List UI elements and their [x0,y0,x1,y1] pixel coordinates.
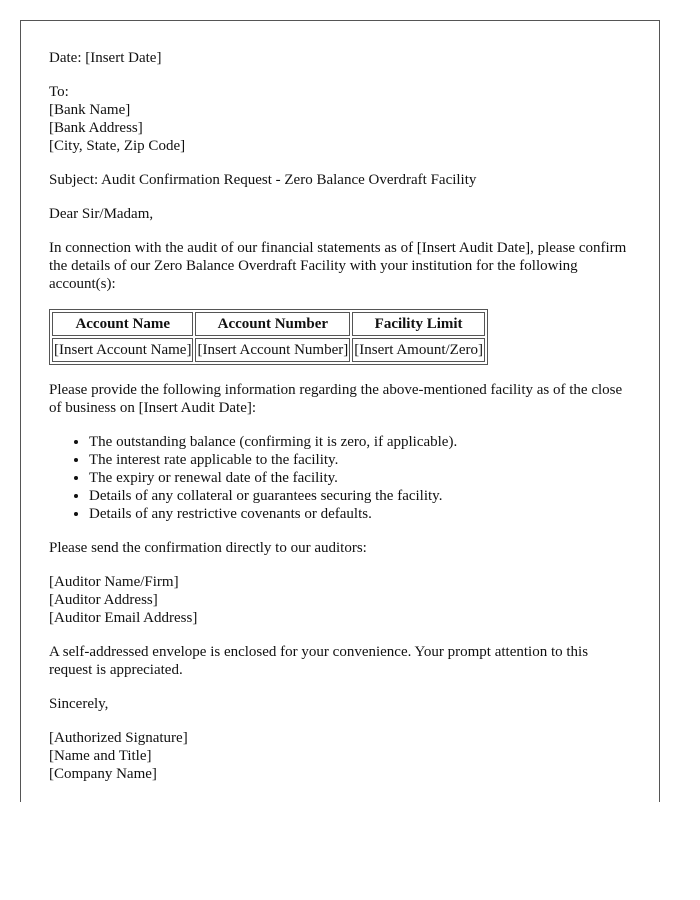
auditor-email: [Auditor Email Address] [49,610,198,626]
name-and-title: [Name and Title] [49,748,152,764]
bank-city-state-zip: [City, State, Zip Code] [49,138,186,154]
header-facility-limit: Facility Limit [352,312,485,336]
list-item: • The expiry or renewal date of the facility. [89,469,631,487]
header-account-name: Account Name [52,312,193,336]
cell-account-name: [Insert Account Name] [52,338,193,362]
request-paragraph: Please provide the following information regarding the above-mentioned facility as of the close of business on [Insert Audit Date]: [49,382,623,416]
auditor-address: [Auditor Address] [49,592,158,608]
date-line: Date: [Insert Date] [49,50,162,66]
table-row [52,338,485,362]
auditor-name: [Auditor Name/Firm] [49,574,179,590]
recipient-block [49,83,631,155]
letter-page [20,20,660,802]
envelope-note: A self-addressed envelope is enclosed for your convenience. Your prompt attention to this request is appreciated. [49,644,589,678]
salutation: Dear Sir/Madam, [49,206,154,222]
table-header-row [52,312,485,336]
intro-paragraph: In connection with the audit of our financial statements as of [Insert Audit Date], please confirm the details of our Zero Balance Overdraft Facility with your institution for the following account(s): [49,240,627,292]
closing: Sincerely, [49,696,109,712]
subject-line: Subject: Audit Confirmation Request - Zero Balance Overdraft Facility [49,172,477,188]
company-name: [Company Name] [49,766,157,782]
cell-facility-limit: [Insert Amount/Zero] [352,338,485,362]
list-item: • Details of any collateral or guarantees securing the facility. [89,487,631,505]
auditor-block [49,573,631,627]
send-instruction: Please send the confirmation directly to our auditors: [49,540,367,556]
header-account-number: Account Number [195,312,350,336]
bank-address: [Bank Address] [49,120,143,136]
list-item: • The interest rate applicable to the facility. [89,451,631,469]
signature-block [49,729,631,783]
to-label: To: [49,84,69,100]
cell-account-number: [Insert Account Number] [195,338,350,362]
information-list [49,433,631,523]
list-item: • The outstanding balance (confirming it is zero, if applicable). [89,433,631,451]
authorized-signature: [Authorized Signature] [49,730,188,746]
list-item: • Details of any restrictive covenants or defaults. [89,505,631,523]
accounts-table [49,309,488,365]
bank-name: [Bank Name] [49,102,131,118]
